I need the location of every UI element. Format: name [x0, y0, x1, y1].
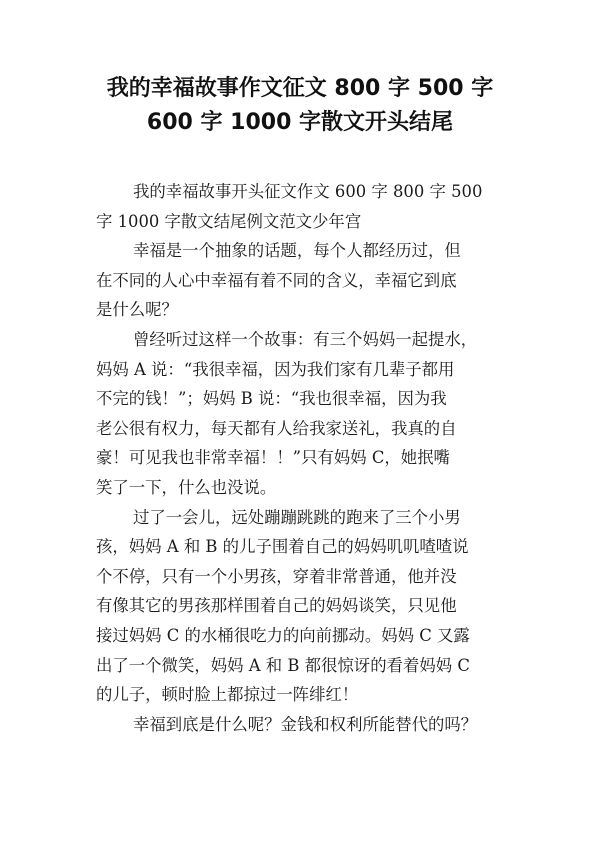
paragraph-line: 字 1000 字散文结尾例文范文少年宫 — [96, 211, 362, 231]
paragraph-line: 的儿子，顿时脸上都掠过一阵绯红！ — [96, 685, 359, 705]
paragraph-1 — [96, 177, 516, 236]
paragraph-3 — [96, 325, 516, 503]
paragraph-line: 个不停，只有一个小男孩，穿着非常普通，他并没 — [96, 566, 457, 586]
paragraph-line: 过了一会儿，远处蹦蹦跳跳的跑来了三个小男 — [133, 507, 461, 527]
document-title — [60, 72, 540, 140]
paragraph-line: 在不同的人心中幸福有着不同的含义，幸福它到底 — [96, 270, 457, 290]
title-line-2: 600 字 1000 字散文开头结尾 — [146, 110, 454, 135]
paragraph-2 — [96, 236, 516, 325]
paragraph-line: 是什么呢？ — [96, 300, 178, 320]
paragraph-line: 我的幸福故事开头征文作文 600 字 800 字 500 — [133, 182, 483, 201]
paragraph-line: 接过妈妈 C 的水桶很吃力的向前挪动。妈妈 C 又露 — [96, 625, 470, 645]
paragraph-4 — [96, 503, 516, 710]
paragraph-line: 曾经听过这样一个故事：有三个妈妈一起提水， — [133, 329, 478, 349]
paragraph-line: 幸福是一个抽象的话题，每个人都经历过，但 — [133, 241, 461, 261]
title-line-1: 我的幸福故事作文征文 800 字 500 字 — [106, 76, 494, 101]
paragraph-line: 老公很有权力，每天都有人给我家送礼，我真的自 — [96, 418, 457, 438]
document-body — [96, 177, 516, 739]
paragraph-line: 笑了一下，什么也没说。 — [96, 477, 277, 497]
paragraph-line: 出了一个微笑，妈妈 A 和 B 都很惊讶的看着妈妈 C — [96, 655, 470, 675]
paragraph-line: 幸福到底是什么呢？金钱和权利所能替代的吗？ — [133, 714, 478, 734]
paragraph-line: 不完的钱！”；妈妈 B 说：“我也很幸福，因为我 — [96, 389, 447, 409]
paragraph-line: 妈妈 A 说：“我很幸福，因为我们家有几辈子都用 — [96, 359, 455, 379]
paragraph-line: 有像其它的男孩那样围着自己的妈妈谈笑，只见他 — [96, 596, 457, 616]
paragraph-5 — [96, 710, 516, 740]
paragraph-line: 豪！可见我也非常幸福！！”只有妈妈 C，她抿嘴 — [96, 448, 450, 468]
paragraph-line: 孩，妈妈 A 和 B 的儿子围着自己的妈妈叽叽喳喳说 — [96, 537, 469, 557]
